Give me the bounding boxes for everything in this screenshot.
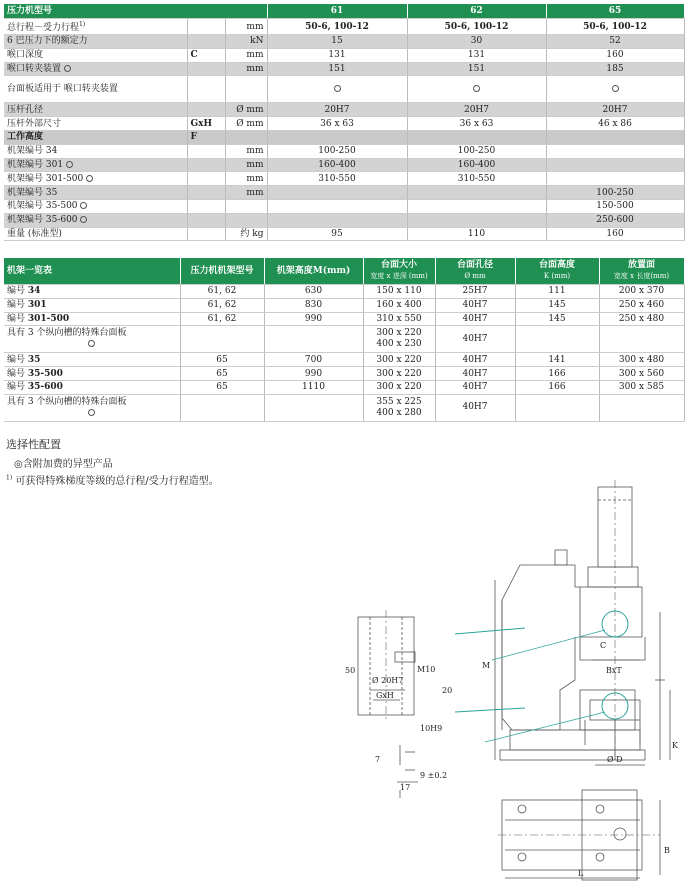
frame-label: 编号 301: [4, 298, 180, 312]
spec-unit: Ø mm: [225, 117, 267, 131]
spec-value: 110: [407, 227, 546, 241]
frame-label: 编号 35-500: [4, 367, 180, 381]
frame-value: 1110: [264, 380, 363, 394]
spec-value: 250-600: [546, 213, 684, 227]
frame-header: 机架高度M(mm): [264, 258, 363, 285]
spec-label: 机架编号 34: [4, 144, 187, 158]
frame-value: 300 x 480: [599, 353, 684, 367]
frame-value: 65: [180, 353, 264, 367]
frame-label: 编号 34: [4, 285, 180, 299]
spec-unit: kN: [225, 35, 267, 49]
spec-value: 36 x 63: [267, 117, 407, 131]
spec-unit: mm: [225, 19, 267, 35]
frame-value: 300 x 220: [363, 367, 435, 381]
frame-value: 61, 62: [180, 312, 264, 326]
frame-value: 250 x 480: [599, 312, 684, 326]
spec-symbol: GxH: [187, 117, 225, 131]
label-OD: Ø D: [607, 755, 623, 764]
spec-label: 机架编号 301-500: [4, 172, 187, 186]
spec-value: 20H7: [407, 103, 546, 117]
spec-value: 100-250: [267, 144, 407, 158]
frame-value: 150 x 110: [363, 285, 435, 299]
spec-value: 185: [546, 62, 684, 76]
frame-value: 65: [180, 367, 264, 381]
frame-subheader: 宽度 x 长度(mm): [613, 272, 670, 280]
label-7: 7: [375, 755, 381, 764]
frame-value: 700: [264, 353, 363, 367]
frame-label: 具有 3 个纵向槽的特殊台面板: [4, 326, 180, 353]
label-BxT: BxT: [606, 666, 622, 675]
frame-value: 40H7: [435, 367, 515, 381]
frame-subheader: Ø mm: [464, 272, 486, 280]
spec-label: 重量 (标准型): [4, 227, 187, 241]
label-20: 20: [442, 686, 453, 695]
spec-unit: mm: [225, 144, 267, 158]
spec-value: 160-400: [267, 158, 407, 172]
frame-value: 25H7: [435, 285, 515, 299]
spec-value: 151: [267, 62, 407, 76]
spec-symbol: C: [187, 48, 225, 62]
spec-value: 160-400: [407, 158, 546, 172]
model-header: 65: [546, 4, 684, 19]
model-header: 62: [407, 4, 546, 19]
spec-label: 台面板适用于 喉口转夹装置: [4, 76, 187, 103]
label-10H9: 10H9: [420, 724, 443, 733]
frame-value: 310 x 550: [363, 312, 435, 326]
spec-value: 50-6, 100-12: [407, 19, 546, 35]
frame-value: 166: [515, 367, 599, 381]
frame-header: 台面大小 宽度 x 进深 (mm): [363, 258, 435, 285]
spec-value: 20H7: [267, 103, 407, 117]
frame-value: 300 x 220: [363, 380, 435, 394]
spec-label: 6 巴压力下的额定力: [4, 35, 187, 49]
spec-unit: 约 kg: [225, 227, 267, 241]
frame-header: 机架一览表: [4, 258, 180, 285]
frame-value: 300 x 220: [363, 353, 435, 367]
frame-value: 990: [264, 367, 363, 381]
spec-unit: mm: [225, 48, 267, 62]
frame-value: 61, 62: [180, 298, 264, 312]
spec-value: 310-550: [407, 172, 546, 186]
spec-value: 160: [546, 48, 684, 62]
spec-value: 36 x 63: [407, 117, 546, 131]
label-K: K: [672, 741, 678, 750]
frame-value: 40H7: [435, 312, 515, 326]
frame-value: 40H7: [435, 380, 515, 394]
frame-value: 300 x 220 400 x 230: [363, 326, 435, 353]
frame-value: 40H7: [435, 394, 515, 421]
spec-value: 100-250: [407, 144, 546, 158]
spec-label: 机架编号 35-600: [4, 213, 187, 227]
spec-value: 150-500: [546, 199, 684, 213]
spec-label: 喉口深度: [4, 48, 187, 62]
frame-value: 830: [264, 298, 363, 312]
spec-value: 131: [407, 48, 546, 62]
spec-unit: mm: [225, 172, 267, 186]
label-L: L: [578, 869, 584, 878]
spec-value: 30: [407, 35, 546, 49]
label-M10: M10: [417, 665, 436, 674]
frame-value: 145: [515, 312, 599, 326]
spec-value: 15: [267, 35, 407, 49]
frame-header: 台面孔径 Ø mm: [435, 258, 515, 285]
spec-value: 160: [546, 227, 684, 241]
spec-label: 喉口转夹装置: [4, 62, 187, 76]
spec-value: 100-250: [546, 186, 684, 200]
spec-label: 工作高度: [4, 130, 187, 144]
label-9: 9 ±0.2: [420, 771, 448, 780]
frame-value: 160 x 400: [363, 298, 435, 312]
frame-value: 111: [515, 285, 599, 299]
spec-unit: Ø mm: [225, 103, 267, 117]
frame-value: 40H7: [435, 298, 515, 312]
frame-value: 40H7: [435, 353, 515, 367]
frame-label: 编号 301-500: [4, 312, 180, 326]
footnote: $^{1)}$ 可获得特殊梯度等级的总行程/受力行程造型。: [6, 474, 219, 487]
spec-label: 压杆孔径: [4, 103, 187, 117]
frame-value: 166: [515, 380, 599, 394]
label-GxH: GxH: [376, 691, 394, 700]
frame-value: 40H7: [435, 326, 515, 353]
label-C: C: [600, 641, 607, 650]
frame-value: 300 x 585: [599, 380, 684, 394]
spec-label: 总行程－受力行程$^{1)}$: [4, 19, 187, 35]
spec-value: 310-550: [267, 172, 407, 186]
frame-label: 具有 3 个纵向槽的特殊台面板: [4, 394, 180, 421]
label-20H7: Ø 20H7: [372, 676, 404, 685]
spec-value: 46 x 86: [546, 117, 684, 131]
frame-subheader: K (mm): [543, 272, 571, 280]
options-title: 选择性配置: [6, 438, 61, 451]
spec-value: 131: [267, 48, 407, 62]
frame-header: 台面高度 K (mm): [515, 258, 599, 285]
frame-header: 压力机机架型号: [180, 258, 264, 285]
frame-subheader: 宽度 x 进深 (mm): [370, 272, 428, 280]
spec-unit: mm: [225, 158, 267, 172]
frame-value: 141: [515, 353, 599, 367]
spec-value: 52: [546, 35, 684, 49]
frame-value: 630: [264, 285, 363, 299]
spec-unit: mm: [225, 186, 267, 200]
spec-symbol: F: [187, 130, 225, 144]
spec-value: 20H7: [546, 103, 684, 117]
spec-header-label: 压力机型号: [4, 4, 267, 19]
spec-label: 压杆外部尺寸: [4, 117, 187, 131]
model-header: 61: [267, 4, 407, 19]
frame-value: 355 x 225 400 x 280: [363, 394, 435, 421]
frame-value: 61, 62: [180, 285, 264, 299]
label-M: M: [482, 661, 491, 670]
option-note: ◎含附加费的异型产品: [14, 459, 113, 470]
frame-value: 250 x 460: [599, 298, 684, 312]
spec-label: 机架编号 35-500: [4, 199, 187, 213]
frame-header: 放置面 宽度 x 长度(mm): [599, 258, 684, 285]
frame-value: 300 x 560: [599, 367, 684, 381]
spec-value: 151: [407, 62, 546, 76]
frame-value: 65: [180, 380, 264, 394]
label-50: 50: [345, 666, 356, 675]
frame-value: 200 x 370: [599, 285, 684, 299]
spec-label: 机架编号 301: [4, 158, 187, 172]
frame-label: 编号 35: [4, 353, 180, 367]
spec-value: 50-6, 100-12: [267, 19, 407, 35]
label-17: 17: [400, 783, 411, 792]
frame-value: 145: [515, 298, 599, 312]
spec-unit: mm: [225, 62, 267, 76]
spec-label: 机架编号 35: [4, 186, 187, 200]
frame-label: 编号 35-600: [4, 380, 180, 394]
spec-value: 95: [267, 227, 407, 241]
frame-value: 990: [264, 312, 363, 326]
label-B: B: [664, 846, 670, 855]
spec-value: 50-6, 100-12: [546, 19, 684, 35]
